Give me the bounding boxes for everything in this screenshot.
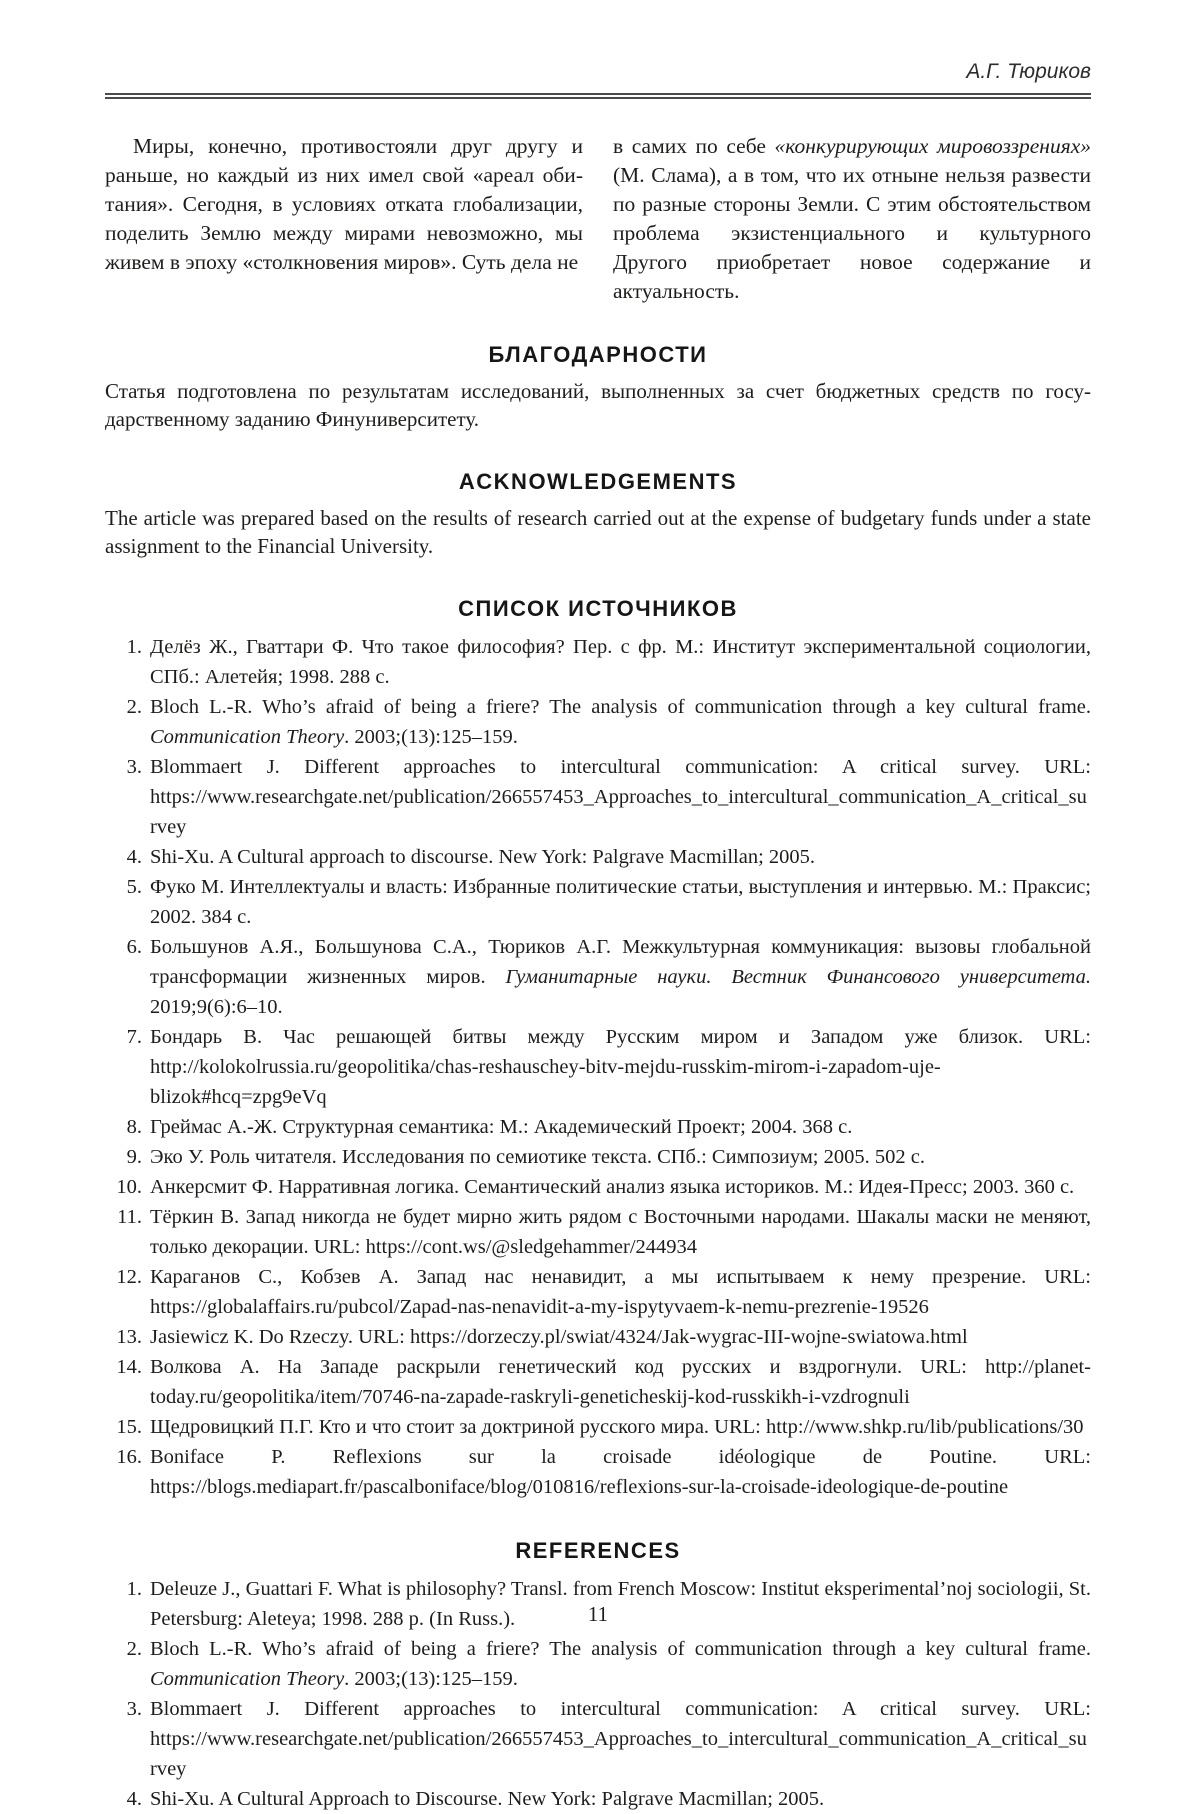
reference-item (105, 752, 1091, 842)
intro-paragraph-right (613, 132, 1091, 306)
header-rule (105, 93, 1091, 99)
italic-text-run: Communication Theory (150, 726, 345, 748)
text-run: Blommaert J. Different approaches to intercultural communication: A critical survey. URL: https://www.researchgate.net/publication/266557453_Approaches_to_intercultural_communication_A_critical_survey (150, 756, 1091, 838)
page-content (105, 0, 1091, 1814)
text-run: Анкерсмит Ф. Нарративная логика. Семантический анализ языка историков. М.: Идея-Пресс; 2003. 360 с. (150, 1176, 1075, 1198)
text-run: Jasiewicz K. Do Rzeczy. URL: https://dorzeczy.pl/swiat/4324/Jak-wygrac-III-wojne-swiatowa.html (150, 1326, 968, 1348)
text-run: . 2003;(13):125–159. (344, 1668, 518, 1690)
reference-item (105, 1112, 1091, 1142)
text-run: Тёркин В. Запад никогда не будет мирно жить рядом с Восточными народами. Шакалы маски не меняют, только декорации. URL: https://cont.ws/@sledgehammer/244934 (150, 1206, 1091, 1258)
reference-item (105, 1202, 1091, 1262)
header-author: А.Г. Тюриков (966, 60, 1091, 83)
text-run: Bloch L.-R. Who’s afraid of being a friere? The analysis of communication through a key cultural frame. (150, 696, 1091, 718)
acknowledgements-en-heading: ACKNOWLEDGEMENTS (458, 469, 738, 494)
reference-item (105, 1694, 1091, 1784)
reference-item (105, 1412, 1091, 1442)
acknowledgements-en-text: The article was prepared based on the results of research carried out at the expense of budgetary funds under a state assignment to the Financial University. (105, 506, 1091, 558)
text-run: Boniface P. Reflexions sur la croisade idéologique de Poutine. URL: https://blogs.mediapart.fr/pascalboniface/blog/010816/reflexions-sur-la-croisade-ideologique-de-poutine (150, 1446, 1091, 1498)
text-run: 2019;9(6):6–10. (150, 996, 283, 1018)
text-run: Делёз Ж., Гваттари Ф. Что такое философия? Пер. с фр. М.: Институт экспериментальной социологии, СПб.: Алетейя; 1998. 288 с. (150, 636, 1091, 688)
reference-item (105, 692, 1091, 752)
reference-item (105, 1322, 1091, 1352)
reference-item (105, 932, 1091, 1022)
intro-paragraph-left (105, 132, 583, 306)
text-run: Shi-Xu. A Cultural approach to discourse. New York: Palgrave Macmillan; 2005. (150, 846, 816, 868)
text-run: . 2003;(13):125–159. (344, 726, 518, 748)
text-run: Bloch L.-R. Who’s afraid of being a friere? The analysis of communication through a key cultural frame. (150, 1638, 1091, 1660)
text-run: Греймас А.-Ж. Структурная семантика: М.: Академический Проект; 2004. 368 с. (150, 1116, 853, 1138)
reference-item (105, 1442, 1091, 1502)
text-run: Blommaert J. Different approaches to intercultural communication: A critical survey. URL: https://www.researchgate.net/publication/266557453_Approaches_to_intercultural_communication_A_critical_survey (150, 1698, 1091, 1780)
reference-item (105, 1634, 1091, 1694)
text-run: Караганов С., Кобзев А. Запад нас ненавидит, а мы испытываем к нему презрение. URL: https://globalaffairs.ru/pubcol/Zapad-nas-nenavidit-a-my-ispytyvaem-k-nemu-prezrenie-19526 (150, 1266, 1091, 1318)
text-run: (М. Слама), а в том, что их отныне нельзя развести по разные стороны Земли. С этим обстоятельством проблема экзистенциального и культурного Другого приобретает новое содержание и актуальность. (613, 163, 1091, 303)
references-heading: REFERENCES (515, 1538, 681, 1563)
reference-item (105, 1784, 1091, 1814)
text-run: в самих по себе (613, 134, 775, 158)
reference-item (105, 1142, 1091, 1172)
text-run: Deleuze J., Guattari F. What is philosophy? Transl. from French Moscow: Institut eksperimental’noj sociologii, St. Petersburg: Aleteya; 1998. 288 p. (In Russ.). (150, 1578, 1091, 1630)
acknowledgements-ru-heading: БЛАГОДАРНОСТИ (488, 342, 708, 367)
italic-text-run: «конкурирующих мировоззрениях» (774, 134, 1091, 158)
reference-item (105, 842, 1091, 872)
text-run: Щедровицкий П.Г. Кто и что стоит за доктриной русского мира. URL: http://www.shkp.ru/lib/publications/30 (150, 1416, 1084, 1438)
text-run: Большунов А.Я., Большунова С.А., Тюриков А.Г. Межкультурная коммуникация: вызовы глобальной трансформации жизненных миров. (150, 936, 1091, 988)
sources-heading: СПИСОК ИСТОЧНИКОВ (458, 596, 738, 621)
reference-item (105, 1352, 1091, 1412)
text-run: Эко У. Роль читателя. Исследования по семиотике текста. СПб.: Симпозиум; 2005. 502 с. (150, 1146, 925, 1168)
reference-item (105, 1022, 1091, 1112)
acknowledgements-ru-text: Статья подготовлена по результатам исследований, выполненных за счет бюджетных средств по государственному заданию Финуниверситету. (105, 379, 1091, 431)
reference-item (105, 1172, 1091, 1202)
intro-paragraphs (105, 132, 1091, 306)
italic-text-run: Гуманитарные науки. Вестник Финансового университета. (505, 966, 1091, 988)
text-run: Фуко М. Интеллектуалы и власть: Избранные политические статьи, выступления и интервью. М.: Праксис; 2002. 384 с. (150, 876, 1091, 928)
reference-item (105, 632, 1091, 692)
text-run: Бондарь В. Час решающей битвы между Русским миром и Западом уже близок. URL: http://kolokolrussia.ru/geopolitika/chas-reshauschey-bitv-mejdu-russkim-mirom-i-zapadom-uje-blizok#hcq=zpg9eVq (150, 1026, 1091, 1108)
text-run: Миры, конечно, противостояли друг другу и раньше, но каждый из них имел свой «ареал обитания». Сегодня, в условиях отката глобализации, поделить Землю между мирами невозможно, мы живем в эпоху «столкновения миров». Суть дела не (105, 134, 583, 274)
text-run: Волкова А. На Западе раскрыли генетический код русских и вздрогнули. URL: http://planet-today.ru/geopolitika/item/70746-na-zapade-raskryli-geneticheskij-kod-russkikh-i-vzdrognuli (150, 1356, 1091, 1408)
page-number: 11 (587, 1602, 609, 1626)
sources-list (105, 632, 1091, 1502)
italic-text-run: Communication Theory (150, 1668, 345, 1690)
reference-item (105, 1262, 1091, 1322)
reference-item (105, 872, 1091, 932)
text-run: Shi-Xu. A Cultural Approach to Discourse. New York: Palgrave Macmillan; 2005. (150, 1788, 825, 1810)
